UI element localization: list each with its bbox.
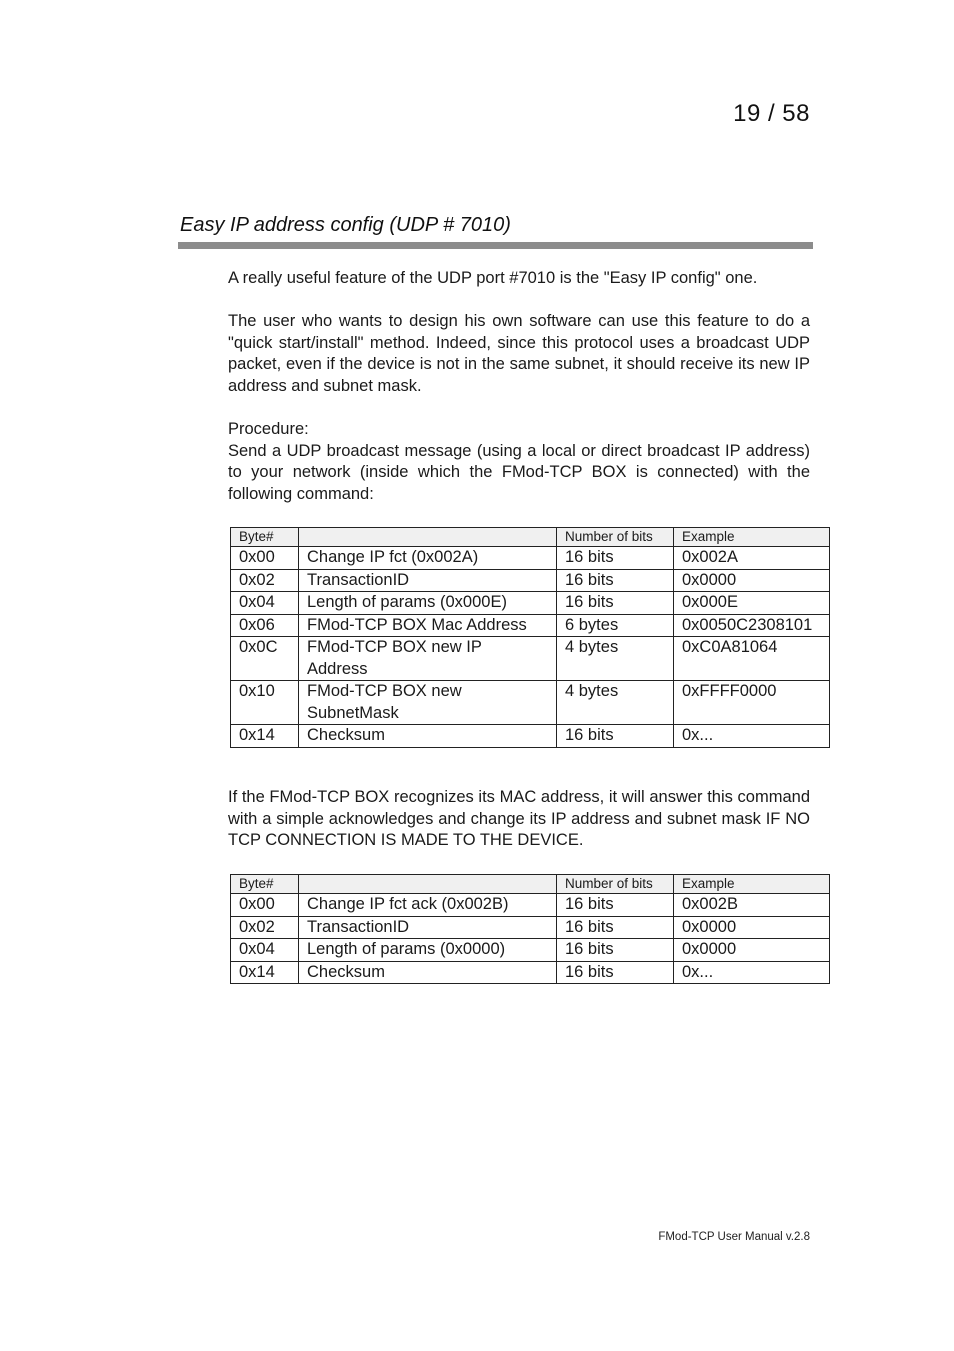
- cell-example: 0x...: [674, 725, 830, 748]
- table-row: [231, 547, 830, 570]
- procedure-text: Send a UDP broadcast message (using a local or direct broadcast IP address) to your network (inside which the FMod-TCP BOX is connected) with the following command:: [228, 441, 810, 504]
- cell-byte: 0x14: [231, 961, 299, 984]
- footer-manual-version: FMod-TCP User Manual v.2.8: [658, 1231, 810, 1243]
- cell-bits: 16 bits: [557, 725, 674, 748]
- cell-byte: 0x02: [231, 916, 299, 939]
- table-header-row: [231, 875, 830, 894]
- cell-example: 0x0000: [674, 569, 830, 592]
- section-title: Easy IP address config (UDP # 7010): [180, 214, 511, 236]
- cell-bits: 16 bits: [557, 569, 674, 592]
- cell-bits: 16 bits: [557, 547, 674, 570]
- cell-example: 0xC0A81064: [674, 637, 830, 681]
- cell-example: 0x0050C2308101: [674, 614, 830, 637]
- cell-description: Change IP fct ack (0x002B): [299, 894, 557, 917]
- table-row: [231, 961, 830, 984]
- page-number: 19 / 58: [733, 100, 810, 127]
- cell-byte: 0x04: [231, 592, 299, 615]
- cell-example: 0x002A: [674, 547, 830, 570]
- table-header-row: [231, 528, 830, 547]
- cell-description: TransactionID: [299, 916, 557, 939]
- procedure-paragraph: [228, 419, 810, 506]
- header-number-of-bits: Number of bits: [557, 875, 674, 894]
- table-row: [231, 592, 830, 615]
- cell-bits: 6 bytes: [557, 614, 674, 637]
- cell-byte: 0x00: [231, 894, 299, 917]
- cell-byte: 0x0C: [231, 637, 299, 681]
- cell-description: Checksum: [299, 725, 557, 748]
- table-row: [231, 916, 830, 939]
- cell-example: 0x000E: [674, 592, 830, 615]
- cell-byte: 0x00: [231, 547, 299, 570]
- title-rule: [178, 242, 813, 249]
- procedure-label: Procedure:: [228, 420, 309, 438]
- cell-byte: 0x04: [231, 939, 299, 962]
- cell-bits: 16 bits: [557, 894, 674, 917]
- cell-description: Checksum: [299, 961, 557, 984]
- answer-paragraph: If the FMod-TCP BOX recognizes its MAC address, it will answer this command with a simple acknowledges and change its IP address and subnet mask IF NO TCP CONNECTION IS MADE TO THE DEVICE.: [228, 788, 810, 850]
- cell-description: Change IP fct (0x002A): [299, 547, 557, 570]
- cell-description: TransactionID: [299, 569, 557, 592]
- header-byte: Byte#: [231, 528, 299, 547]
- table-row: [231, 637, 830, 681]
- cell-bits: 16 bits: [557, 592, 674, 615]
- cell-bits: 4 bytes: [557, 681, 674, 725]
- cell-byte: 0x14: [231, 725, 299, 748]
- cell-byte: 0x10: [231, 681, 299, 725]
- header-example: Example: [674, 528, 830, 547]
- header-number-of-bits: Number of bits: [557, 528, 674, 547]
- cell-description: Length of params (0x000E): [299, 592, 557, 615]
- cell-byte: 0x06: [231, 614, 299, 637]
- table-row: [231, 569, 830, 592]
- table-row: [231, 614, 830, 637]
- cell-example: 0x...: [674, 961, 830, 984]
- table-row: [231, 939, 830, 962]
- header-byte: Byte#: [231, 875, 299, 894]
- cell-example: 0x002B: [674, 894, 830, 917]
- cell-description: FMod-TCP BOX Mac Address: [299, 614, 557, 637]
- cell-bits: 4 bytes: [557, 637, 674, 681]
- command-table: [230, 527, 830, 748]
- header-description: [299, 528, 557, 547]
- table-row: [231, 894, 830, 917]
- table-row: [231, 725, 830, 748]
- answer-table: [230, 874, 830, 984]
- header-example: Example: [674, 875, 830, 894]
- cell-description: FMod-TCP BOX new IP Address: [299, 637, 557, 681]
- table-row: [231, 681, 830, 725]
- cell-bits: 16 bits: [557, 939, 674, 962]
- header-description: [299, 875, 557, 894]
- cell-description: Length of params (0x0000): [299, 939, 557, 962]
- intro-paragraph: A really useful feature of the UDP port #7010 is the "Easy IP config" one.: [228, 269, 758, 287]
- cell-example: 0x0000: [674, 916, 830, 939]
- cell-example: 0x0000: [674, 939, 830, 962]
- cell-description: FMod-TCP BOX new SubnetMask: [299, 681, 557, 725]
- cell-byte: 0x02: [231, 569, 299, 592]
- usage-paragraph: The user who wants to design his own software can use this feature to do a "quick start/install" method. Indeed, since this protocol uses a broadcast UDP packet, even if the device is not in the same subnet, it should receive its new IP address and subnet mask.: [228, 312, 810, 396]
- cell-bits: 16 bits: [557, 916, 674, 939]
- cell-example: 0xFFFF0000: [674, 681, 830, 725]
- cell-bits: 16 bits: [557, 961, 674, 984]
